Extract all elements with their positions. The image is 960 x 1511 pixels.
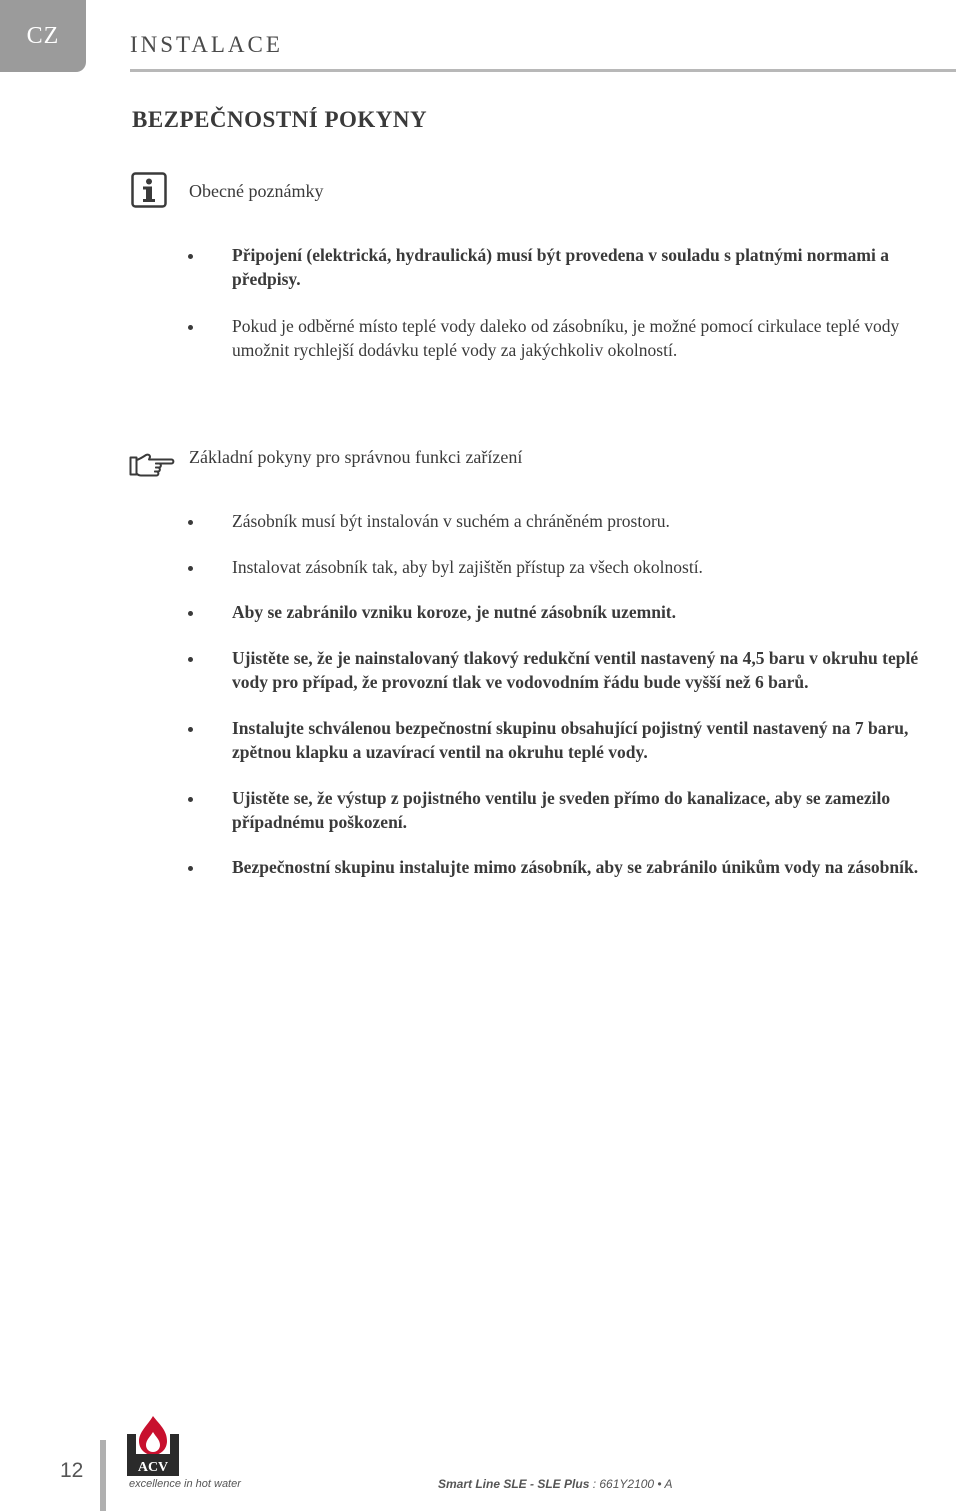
list-item: Aby se zabránilo vzniku koroze, je nutné zásobník uzemnit. [232,600,956,624]
product-name: Smart Line SLE - SLE Plus [438,1477,590,1491]
basic-instructions-heading: Základní pokyny pro správnou funkci zařízení [189,447,523,467]
chapter-title: INSTALACE [130,32,283,57]
list-item: Ujistěte se, že je nainstalovaný tlakový redukční ventil nastavený na 4,5 baru v okruhu teplé vody pro případ, že provozní tlak ve vodovodním řádu bude vyšší než 6 barů. [232,646,956,694]
language-tab: CZ [0,0,86,72]
tagline: excellence in hot water [129,1478,241,1490]
document-code: : 661Y2100 • A [589,1477,673,1491]
page-number: 12 [60,1459,84,1482]
list-item: Bezpečnostní skupinu instalujte mimo zásobník, aby se zabránilo únikům vody na zásobník. [232,855,956,879]
list-item: Instalujte schválenou bezpečnostní skupinu obsahující pojistný ventil nastavený na 7 baru, zpětnou klapku a uzavírací ventil na okruhu teplé vody. [232,716,956,764]
footer-divider [100,1440,106,1511]
list-item: Pokud je odběrné místo teplé vody daleko od zásobníku, je možné pomocí cirkulace teplé vody umožnit rychlejší dodávku teplé vody za jakýchkoliv okolností. [232,314,956,362]
header-divider [130,69,956,72]
pointing-hand-icon [129,451,175,479]
acv-logo-text: ACV [137,1460,169,1475]
acv-logo [126,1414,180,1480]
list-item: Instalovat zásobník tak, aby byl zajištěn přístup za všech okolností. [232,555,956,579]
general-notes-heading: Obecné poznámky [189,181,324,201]
info-icon [131,172,167,208]
product-line [438,1477,673,1491]
list-item: Připojení (elektrická, hydraulická) musí být provedena v souladu s platnými normami a předpisy. [232,243,956,291]
list-item: Zásobník musí být instalován v suchém a chráněném prostoru. [232,509,956,533]
section-title: BEZPEČNOSTNÍ POKYNY [132,107,428,132]
list-item: Ujistěte se, že výstup z pojistného ventilu je sveden přímo do kanalizace, aby se zamezilo případnému poškození. [232,786,956,834]
